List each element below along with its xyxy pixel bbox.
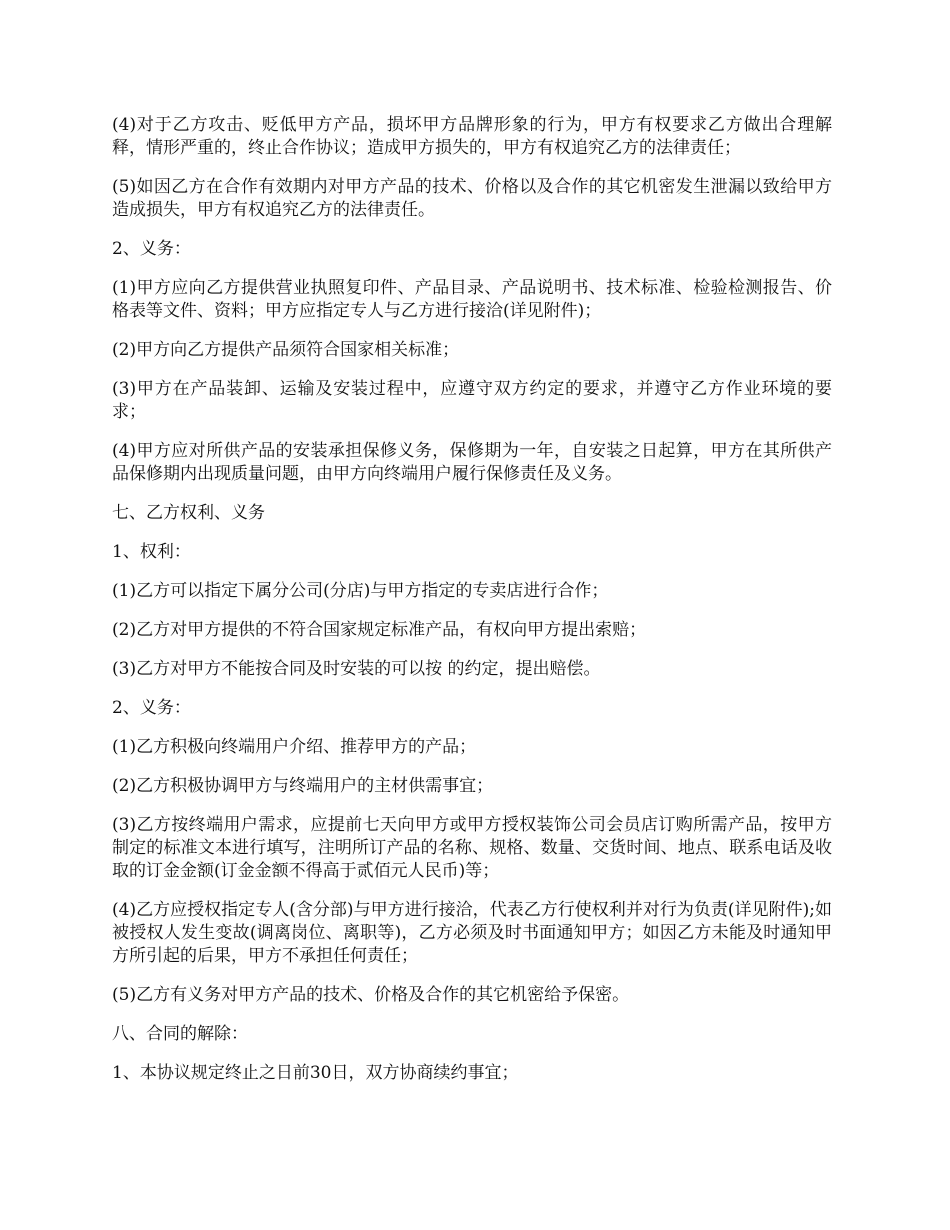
- section-heading: 2、义务：: [112, 698, 191, 718]
- document-body: [112, 114, 832, 1101]
- section-heading: 八、合同的解除：: [112, 1024, 248, 1044]
- paragraph: (3)乙方对甲方不能按合同及时安装的可以按 的约定，提出赔偿。: [112, 659, 601, 679]
- paragraph: (4)对于乙方攻击、贬低甲方产品，损坏甲方品牌形象的行为，甲方有权要求乙方做出合理解释，情形严重的，终止合作协议；造成甲方损失的，甲方有权追究乙方的法律责任；: [112, 115, 832, 158]
- paragraph: (1)乙方可以指定下属分公司(分店)与甲方指定的专卖店进行合作；: [112, 581, 609, 601]
- paragraph: (1)乙方积极向终端用户介绍、推荐甲方的产品；: [112, 737, 477, 757]
- paragraph: (5)乙方有义务对甲方产品的技术、价格及合作的其它机密给予保密。: [112, 985, 630, 1005]
- paragraph: (2)乙方对甲方提供的不符合国家规定标准产品，有权向甲方提出索赔；: [112, 620, 647, 640]
- paragraph: (4)乙方应授权指定专人(含分部)与甲方进行接洽，代表乙方行使权利并对行为负责(详见附件);如被授权人发生变故(调离岗位、离职等)，乙方必须及时书面通知甲方；如因乙方未能及时通知甲方所引起的后果，甲方不承担任何责任；: [112, 900, 832, 966]
- paragraph: (3)乙方按终端用户需求，应提前七天向甲方或甲方授权装饰公司会员店订购所需产品，按甲方制定的标准文本进行填写，注明所订产品的名称、规格、数量、交货时间、地点、联系电话及收取的订金金额(订金金额不得高于贰佰元人民币)等；: [112, 815, 832, 881]
- paragraph: (5)如因乙方在合作有效期内对甲方产品的技术、价格以及合作的其它机密发生泄漏以致给甲方造成损失，甲方有权追究乙方的法律责任。: [112, 177, 832, 220]
- paragraph: (3)甲方在产品装卸、运输及安装过程中，应遵守双方约定的要求，并遵守乙方作业环境的要求；: [112, 379, 832, 422]
- paragraph: (2)乙方积极协调甲方与终端用户的主材供需事宜；: [112, 776, 494, 796]
- paragraph: (1)甲方应向乙方提供营业执照复印件、产品目录、产品说明书、技术标准、检验检测报告、价格表等文件、资料；甲方应指定专人与乙方进行接洽(详见附件)；: [112, 278, 832, 321]
- paragraph: 1、本协议规定终止之日前30日，双方协商续约事宜；: [112, 1063, 519, 1083]
- paragraph: (2)甲方向乙方提供产品须符合国家相关标准；: [112, 340, 460, 360]
- paragraph: (4)甲方应对所供产品的安装承担保修义务，保修期为一年，自安装之日起算，甲方在其所供产品保修期内出现质量问题，由甲方向终端用户履行保修责任及义务。: [112, 441, 832, 484]
- section-heading: 七、乙方权利、义务: [112, 503, 265, 523]
- section-heading: 1、权利：: [112, 542, 191, 562]
- section-heading: 2、义务：: [112, 239, 191, 259]
